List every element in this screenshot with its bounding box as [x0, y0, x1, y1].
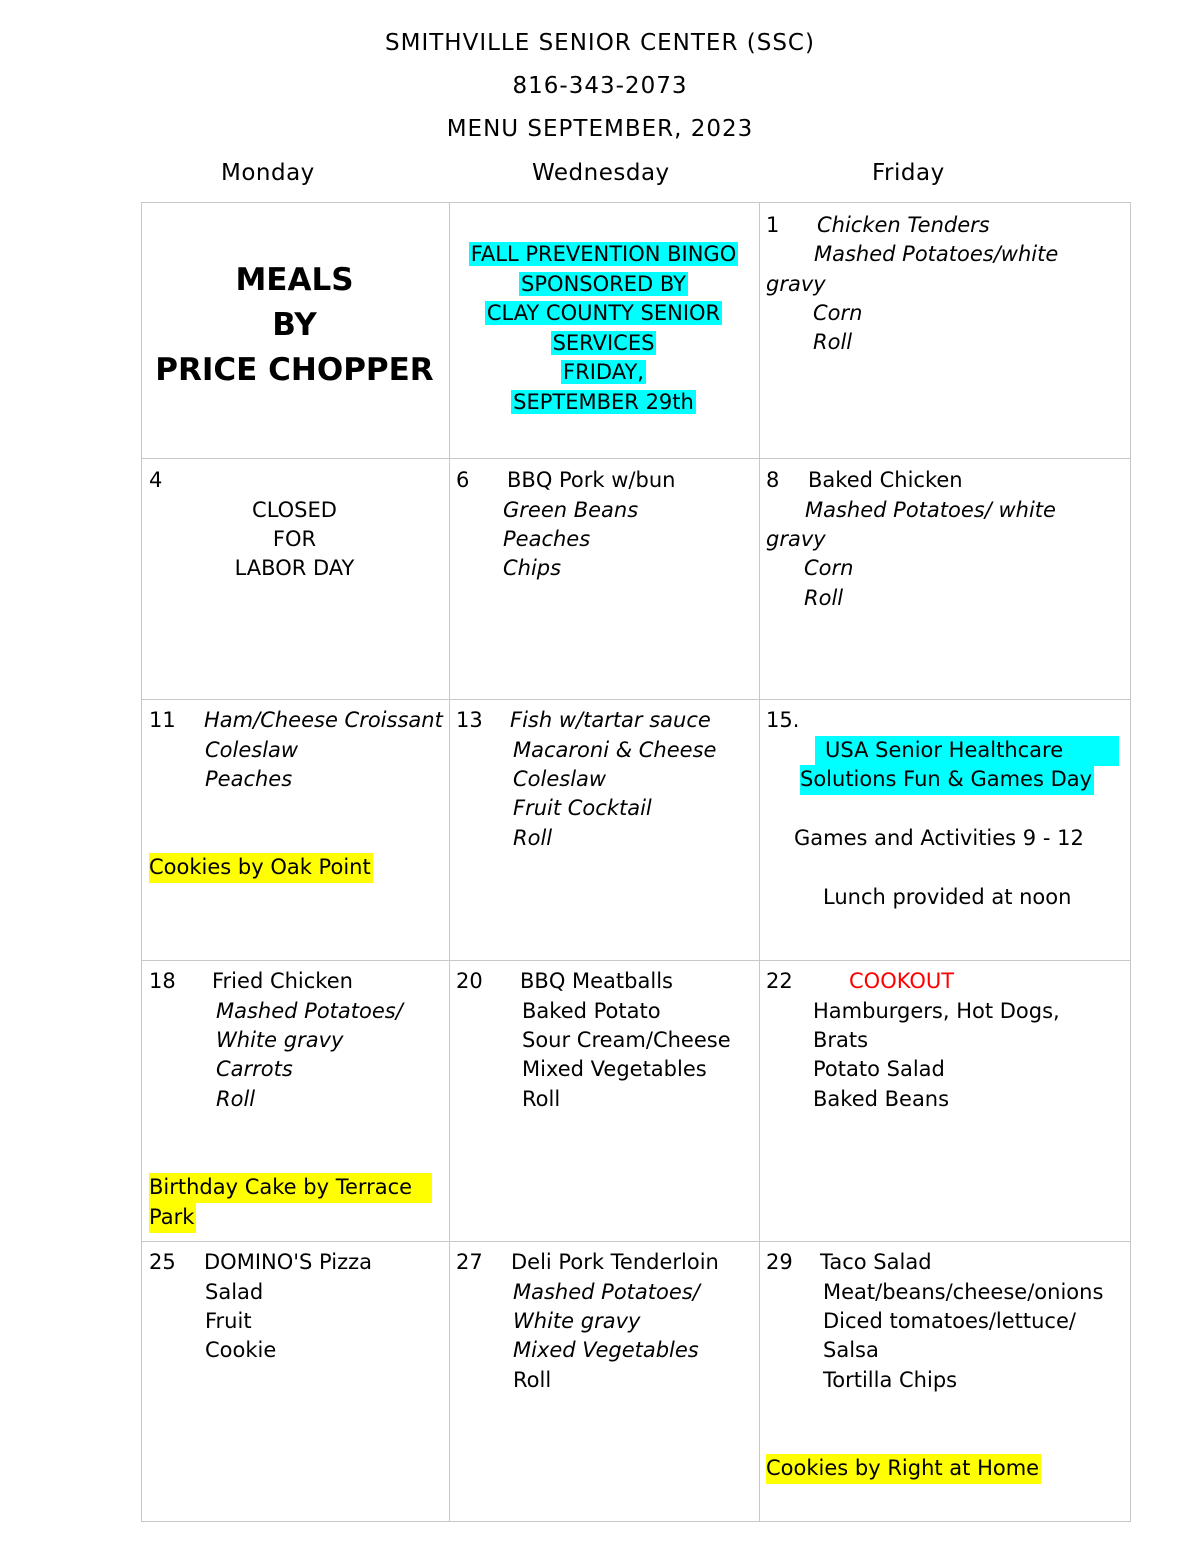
menu-item: White gravy [216, 1028, 344, 1052]
bingo-line: FRIDAY, [563, 360, 644, 384]
menu-item: Roll [513, 1368, 552, 1392]
menu-item: Tortilla Chips [823, 1368, 958, 1392]
cookout-title: COOKOUT [849, 969, 955, 993]
day-header-monday: Monday [221, 160, 315, 186]
menu-item: Corn [804, 556, 854, 580]
menu-item: Fish w/tartar sauce [510, 708, 711, 732]
closed-line: LABOR DAY [234, 556, 355, 580]
menu-item: Chicken Tenders [817, 213, 990, 237]
menu-item: Mashed Potatoes/white [814, 242, 1059, 266]
menu-item: Baked Chicken [808, 468, 963, 492]
menu-item: Mashed Potatoes/ white [805, 498, 1056, 522]
menu-item: Roll [513, 826, 553, 850]
menu-item: Mashed Potatoes/ [216, 999, 403, 1023]
menu-item: Coleslaw [205, 738, 299, 762]
menu-item: Salad [205, 1280, 264, 1304]
menu-item: gravy [766, 527, 826, 551]
date-number: 20 [456, 969, 483, 993]
menu-item: Roll [522, 1087, 561, 1111]
date-number: 27 [456, 1250, 483, 1274]
closed-line: CLOSED [252, 498, 337, 522]
bingo-line: SEPTEMBER 29th [513, 389, 694, 414]
closed-line: FOR [272, 527, 317, 551]
menu-item: Peaches [205, 767, 293, 791]
center-title: SMITHVILLE SENIOR CENTER (SSC) [385, 30, 815, 56]
menu-item: Roll [804, 586, 844, 610]
bingo-announcement [449, 240, 758, 417]
menu-item: Fruit Cocktail [513, 796, 652, 820]
menu-item: BBQ Pork w/bun [507, 468, 676, 492]
menu-item: Mashed Potatoes/ [513, 1280, 700, 1304]
menu-item: DOMINO'S Pizza [204, 1250, 372, 1274]
grid-divider [142, 1241, 1130, 1242]
date-number: 1 [766, 213, 780, 237]
grid-divider [759, 203, 760, 1521]
date-number: 4 [149, 468, 163, 492]
menu-item: BBQ Meatballs [520, 969, 673, 993]
bingo-line: CLAY COUNTY SENIOR [486, 301, 721, 325]
grid-divider [142, 960, 1130, 961]
menu-title: MENU SEPTEMBER, 2023 [446, 116, 754, 142]
menu-item: Corn [813, 301, 863, 325]
menu-item: Brats [813, 1028, 869, 1052]
grid-divider [142, 699, 1130, 700]
menu-item: Mixed Vegetables [513, 1338, 699, 1362]
date-number: 13 [456, 708, 483, 732]
menu-item: Meat/beans/cheese/onions [823, 1280, 1104, 1304]
birthday-cake-note: Birthday Cake by Terrace [149, 1173, 432, 1203]
cookies-note: Cookies by Oak Point [149, 853, 373, 883]
menu-item: Macaroni & Cheese [513, 738, 717, 762]
menu-item: Peaches [503, 527, 591, 551]
event-highlight: Solutions Fun & Games Day [800, 765, 1094, 795]
date-number: 11 [149, 708, 176, 732]
day-header-friday: Friday [872, 160, 945, 186]
date-number: 18 [149, 969, 176, 993]
menu-item: Diced tomatoes/lettuce/ [823, 1309, 1076, 1333]
bingo-line: FALL PREVENTION BINGO [470, 242, 737, 266]
games-activities: Games and Activities 9 - 12 [794, 826, 1084, 850]
date-number: 29 [766, 1250, 793, 1274]
menu-item: Green Beans [503, 498, 639, 522]
date-number: 6 [456, 468, 470, 492]
day-header-wednesday: Wednesday [532, 160, 670, 186]
menu-item: gravy [766, 272, 826, 296]
menu-item: Mixed Vegetables [522, 1057, 707, 1081]
menu-item: Carrots [216, 1057, 293, 1081]
grid-divider [142, 458, 1130, 459]
menu-item: Hamburgers, Hot Dogs, [813, 999, 1060, 1023]
menu-item: Baked Potato [522, 999, 661, 1023]
event-highlight: USA Senior Healthcare [815, 736, 1119, 766]
date-number: 25 [149, 1250, 176, 1274]
birthday-cake-note: Park [149, 1203, 196, 1233]
week0-monday-cell [141, 258, 448, 393]
date-number: 8 [766, 468, 780, 492]
menu-item: Taco Salad [820, 1250, 932, 1274]
lunch-note: Lunch provided at noon [823, 885, 1072, 909]
menu-item: Ham/Cheese Croissant [204, 708, 443, 732]
price-chopper-line: PRICE CHOPPER [155, 352, 434, 388]
menu-item: Deli Pork Tenderloin [511, 1250, 719, 1274]
date-number: 15. [766, 708, 800, 732]
phone-number: 816-343-2073 [512, 73, 688, 99]
menu-item: Fried Chicken [212, 969, 353, 993]
menu-item: Fruit [205, 1309, 252, 1333]
menu-item: Sour Cream/Cheese [522, 1028, 731, 1052]
menu-item: Chips [503, 556, 562, 580]
menu-item: Potato Salad [813, 1057, 945, 1081]
menu-item: Salsa [823, 1338, 879, 1362]
menu-item: Roll [813, 330, 853, 354]
menu-item: Cookie [205, 1338, 277, 1362]
by-line: BY [272, 307, 317, 343]
meals-line: MEALS [235, 262, 354, 298]
menu-item: Coleslaw [513, 767, 607, 791]
bingo-line: SERVICES [552, 330, 655, 355]
cookies-note: Cookies by Right at Home [766, 1454, 1041, 1484]
date-number: 22 [766, 969, 793, 993]
menu-item: White gravy [513, 1309, 641, 1333]
menu-item: Baked Beans [813, 1087, 950, 1111]
bingo-line: SPONSORED BY [521, 271, 686, 296]
menu-item: Roll [216, 1087, 256, 1111]
